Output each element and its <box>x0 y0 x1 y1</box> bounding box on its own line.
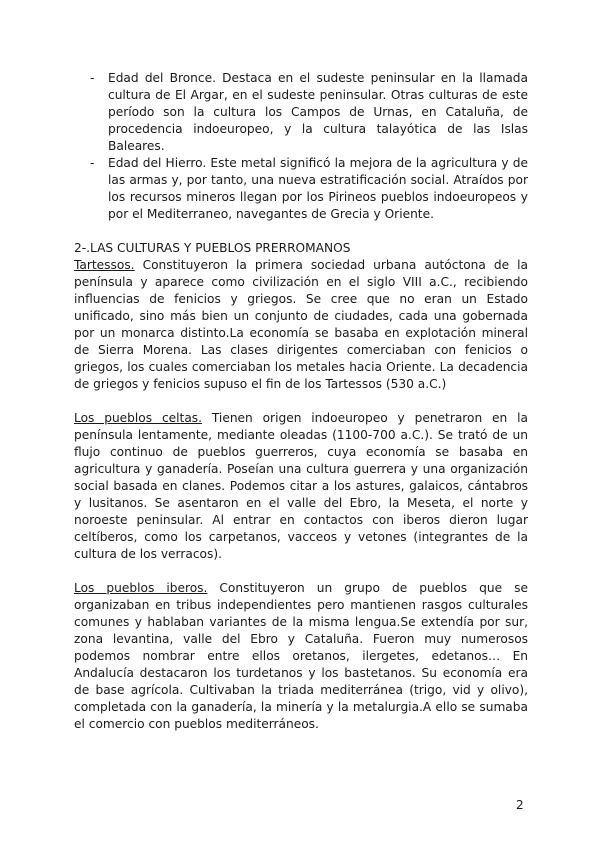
bullet-list <box>74 70 528 223</box>
paragraph-body: Tienen origen indoeuropeo y penetraron en la península lentamente, mediante oleadas (1100-700 a.C.). Se trató de un flujo continuo de pueblos guerreros, cuya economía se basaba en agricultura y ganadería. Poseían una cultura guerrera y una organización social basada en clanes. Podemos citar a los astures, galaicos, cántabros y lusitanos. Se asentaron en el valle del Ebro, la Meseta, el norte y noroeste peninsular. Al entrar en contactos con iberos dieron lugar celtíberos, como los carpetanos, vacceos y vetones (integrantes de la cultura de los verracos). <box>74 411 528 561</box>
section-heading: 2-.LAS CULTURAS Y PUEBLOS PRERROMANOS <box>74 241 351 255</box>
document-page <box>74 70 528 733</box>
page-number: 2 <box>516 798 524 812</box>
paragraph-title: Los pueblos iberos. <box>74 581 208 595</box>
bullet-text: Edad del Hierro. Este metal significó la mejora de la agricultura y de las armas y, por tanto, una nueva estratificación social. Atraídos por los recursos mineros llegan por los Pirineos pueblos indoeuropeos y por el Mediterraneo, navegantes de Grecia y Oriente. <box>108 156 528 221</box>
bullet-dash: - <box>90 156 95 170</box>
paragraph-iberos <box>74 580 528 733</box>
paragraph-celtas <box>74 410 528 563</box>
paragraph-title: Tartessos. <box>74 258 135 272</box>
bullet-text: Edad del Bronce. Destaca en el sudeste peninsular en la llamada cultura de El Argar, en el sudeste peninsular. Otras culturas de este período son la cultura los Campos de Urnas, en Cataluña, de procedencia indoeuropeo, y la cultura talayótica de las Islas Baleares. <box>108 71 528 153</box>
paragraph-tartessos <box>74 257 528 393</box>
bullet-dash: - <box>90 71 95 85</box>
paragraph-body: Constituyeron un grupo de pueblos que se organizaban en tribus independientes pero mantienen rasgos culturales comunes y hablaban variantes de la misma lengua.Se extendía por sur, zona levantina, valle del Ebro y Cataluña. Fueron muy numerosos podemos nombrar entre ellos oretanos, ilergetes, edetanos… En Andalucía destacaron los turdetanos y los bastetanos. Su economía era de base agrícola. Cultivaban la triada mediterránea (trigo, vid y olivo), completada con la ganadería, la minería y la metalurgia.A ello se sumaba el comercio con pueblos mediterráneos. <box>74 581 528 731</box>
bullet-item-bronze-age <box>74 70 528 155</box>
paragraph-title: Los pueblos celtas. <box>74 411 203 425</box>
bullet-item-iron-age <box>74 155 528 223</box>
paragraph-body: Constituyeron la primera sociedad urbana autóctona de la península y aparece como civilización en el siglo VIII a.C., recibiendo influencias de fenicios y griegos. Se cree que no eran un Estado unificado, sino más bien un conjunto de ciudades, cada una gobernada por un monarca distinto.La economía se basaba en explotación mineral de Sierra Morena. Las clases dirigentes comerciaban con fenicios o griegos, los cuales comerciaban los metales hacia Oriente. La decadencia de griegos y fenicios supuso el fin de los Tartessos (530 a.C.) <box>74 258 528 391</box>
